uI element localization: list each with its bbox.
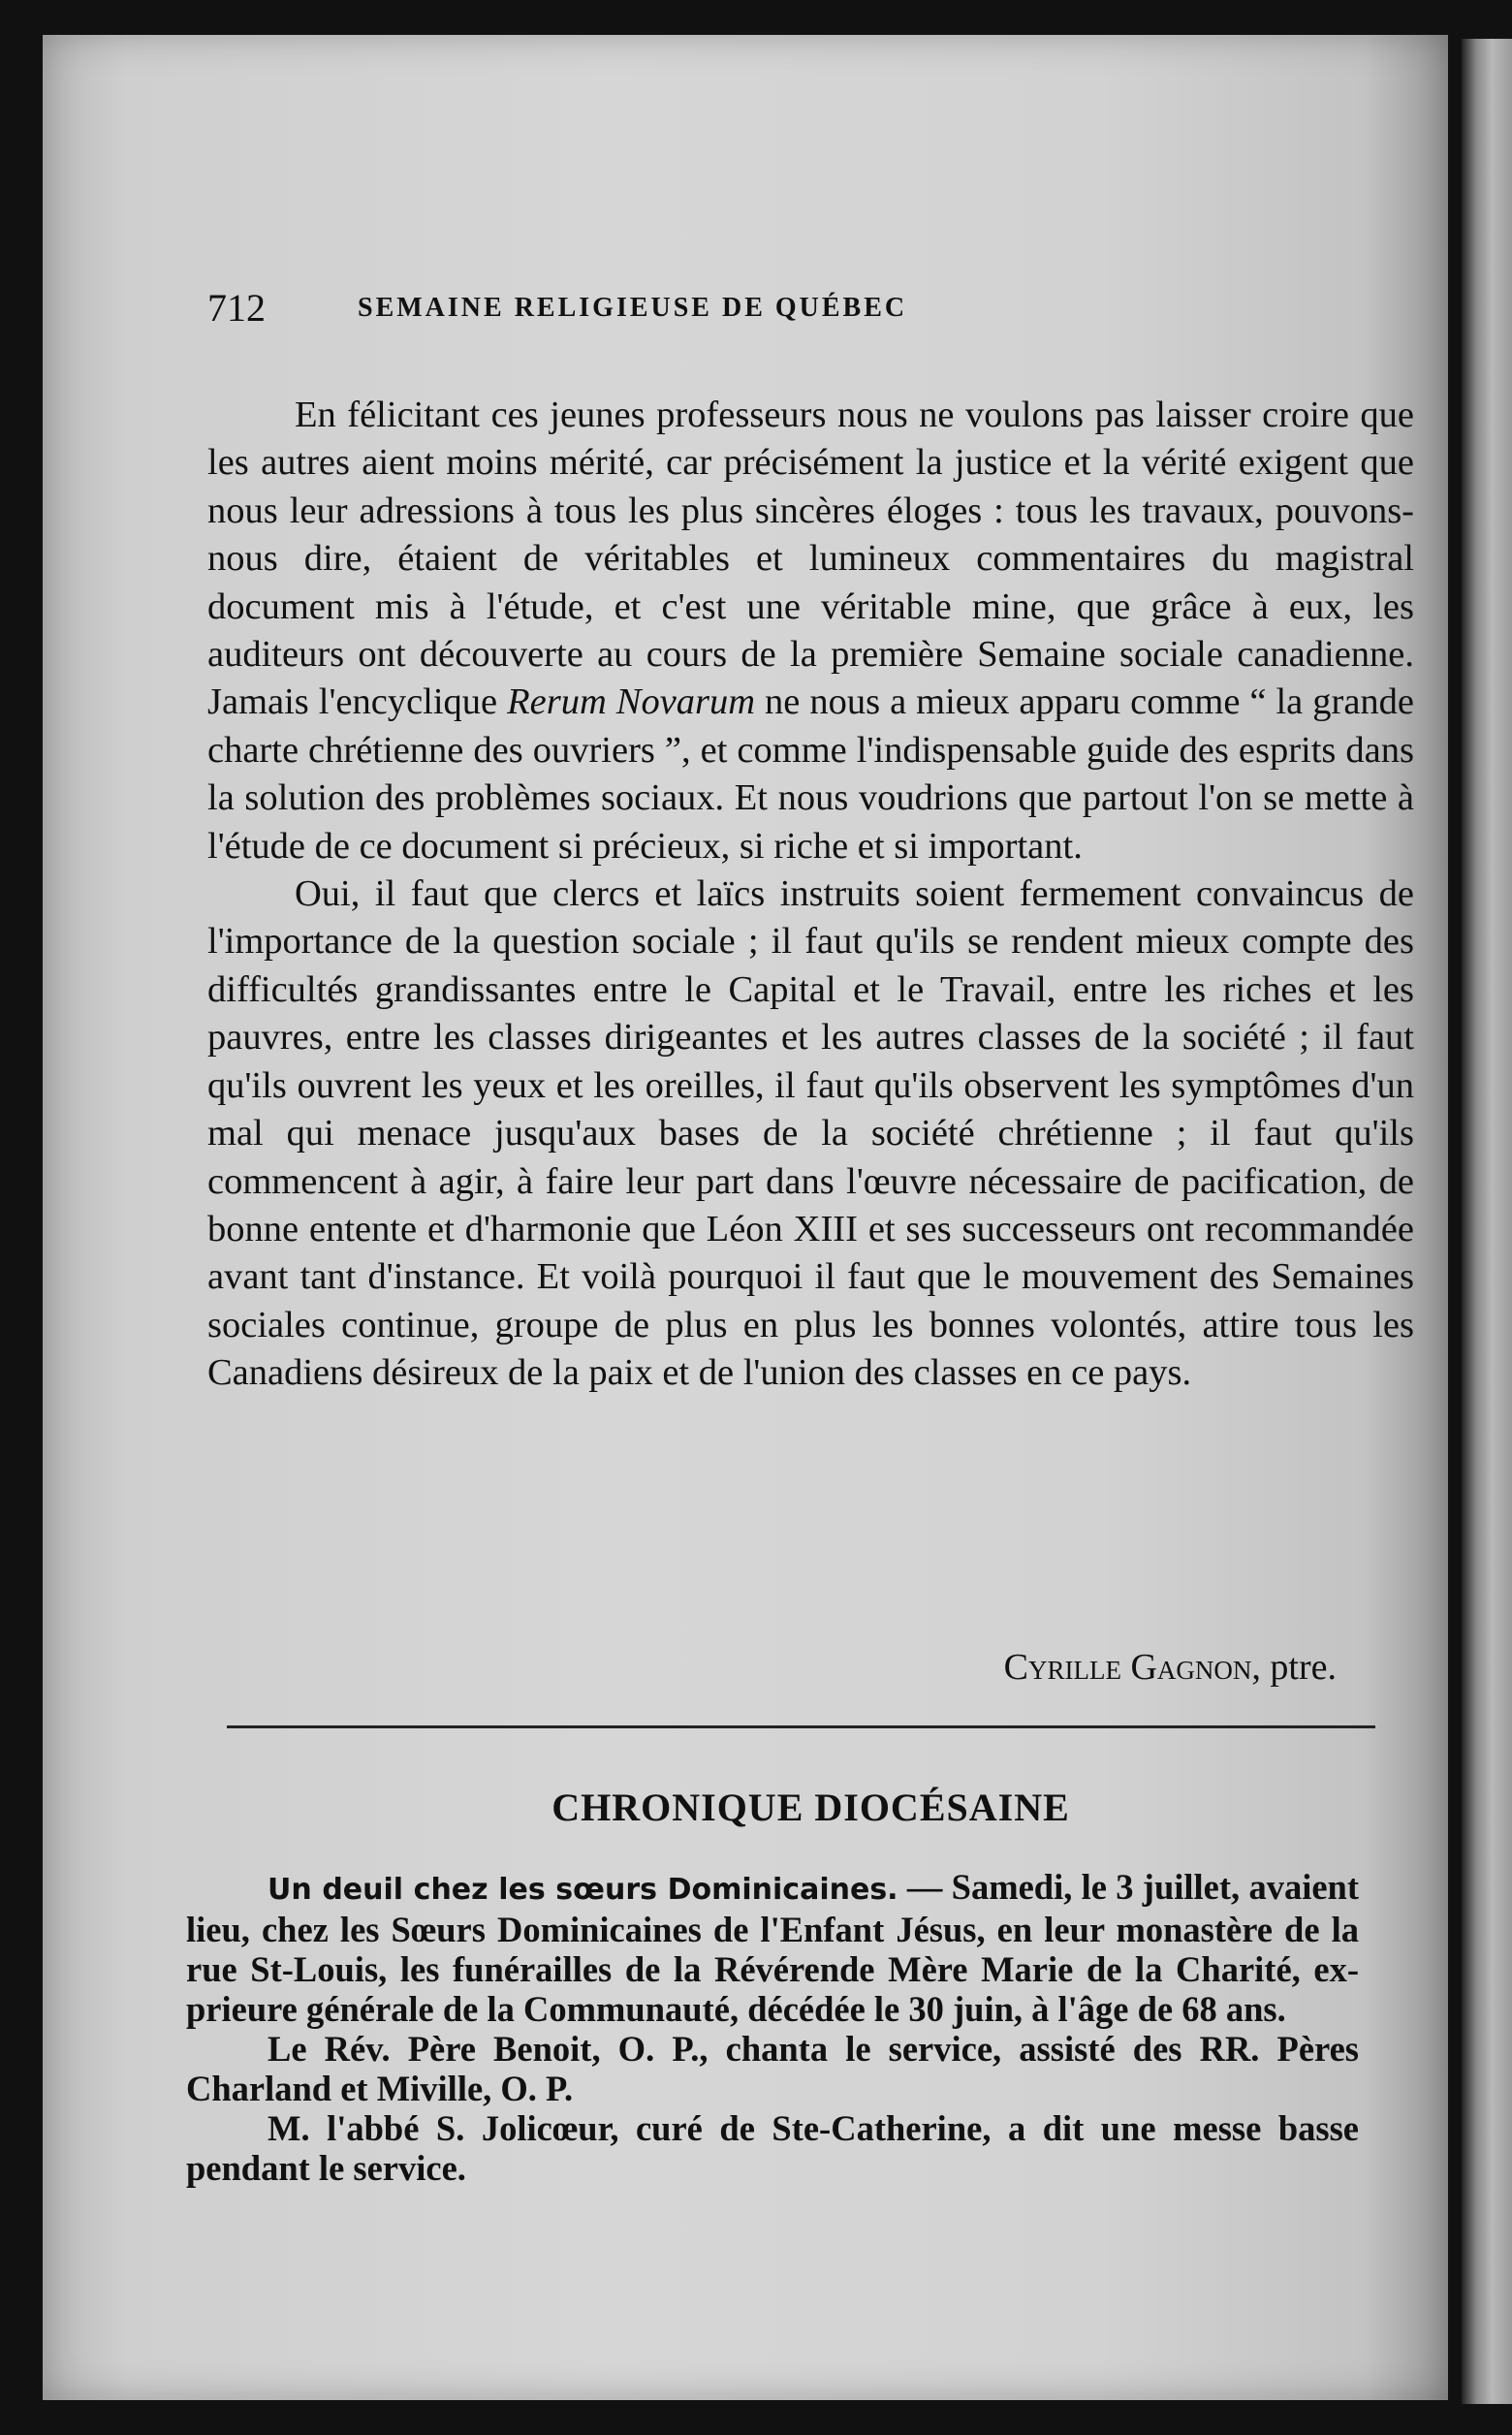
section-divider [227,1725,1375,1728]
running-title: SEMAINE RELIGIEUSE DE QUÉBEC [358,293,908,323]
page-number: 712 [207,286,266,330]
chronicle-paragraph-2: Le Rév. Père Benoit, O. P., chanta le service, assisté des RR. Pères Charland et Miville, O. P. [186,2029,1359,2108]
author-signature [1004,1646,1337,1689]
chronicle-paragraph-1 [186,1867,1359,2029]
runin-heading: Un deuil chez les sœurs Dominicaines. [268,1873,898,1907]
chronicle-body [186,1867,1359,2188]
article-paragraph-2: Oui, il faut que clercs et laïcs instruits soient fermement convaincus de l'importance de la question sociale ; il faut qu'ils se rendent mieux compte des difficultés grandissantes entre le Capital et le Travail, entre les riches et les pauvres, entre les classes dirigeantes et les autres classes de la société ; il faut qu'ils ouvrent les yeux et les oreilles, il faut qu'ils observent les symptômes d'un mal qui menace jusqu'aux bases de la société chrétienne ; il faut qu'ils commencent à agir, à faire leur part dans l'œuvre nécessaire de pacification, de bonne entente et d'harmonie que Léon XIII et ses successeurs ont recommandée avant tant d'instance. Et voilà pourquoi il faut que le mouvement des Semaines sociales continue, groupe de plus en plus les bonnes volontés, attire tous les Canadiens désireux de la paix et de l'union des classes en ce pays. [207,873,1414,1394]
page-sheet [43,35,1448,2400]
author-name: Cyrille Gagnon [1003,1647,1252,1688]
encyclical-title: Rerum Novarum [507,681,756,723]
author-title: , ptre. [1251,1647,1337,1688]
adjacent-page-edge [1462,39,1512,2404]
article-body [207,392,1414,1398]
paragraph-1-text-a: En félicitant ces jeunes professeurs nous ne voulons pas laisser croire que les autres aient moins mérité, car précisément la justice et la vérité exigent que nous leur adressions à tous les plus sincères éloges : tous les travaux, pouvons-nous dire, étaient de véritables et lumineux commentaires du magistral document mis à l'étude, et c'est une véritable mine, que grâce à eux, les auditeurs ont découverte au cours de la première Semaine sociale canadienne. Jamais l'encyclique [207,395,1414,723]
paragraph-1-text-b: ne nous a mieux apparu comme “ la grande charte chrétienne des ouvriers ”, et comme l'indispensable guide des esprits dans la solution des problèmes sociaux. Et nous voudrions que partout l'on se mette à l'étude de ce document si précieux, si riche et si important. [207,681,1415,867]
chronicle-paragraph-3: M. l'abbé S. Jolicœur, curé de Ste-Catherine, a dit une messe basse pendant le service. [186,2108,1359,2188]
section-title: CHRONIQUE DIOCÉSAINE [551,1786,1070,1829]
chronicle-paragraph-1-text: — Samedi, le 3 juillet, avaient lieu, chez les Sœurs Dominicaines de l'Enfant Jésus, en leur monastère de la rue St-Louis, les funérailles de la Révérende Mère Marie de la Charité, ex-prieure générale de la Communauté, décédée le 30 juin, à l'âge de 68 ans. [186,1867,1359,2029]
running-header [207,285,1414,333]
article-paragraph-1 [207,392,1414,870]
